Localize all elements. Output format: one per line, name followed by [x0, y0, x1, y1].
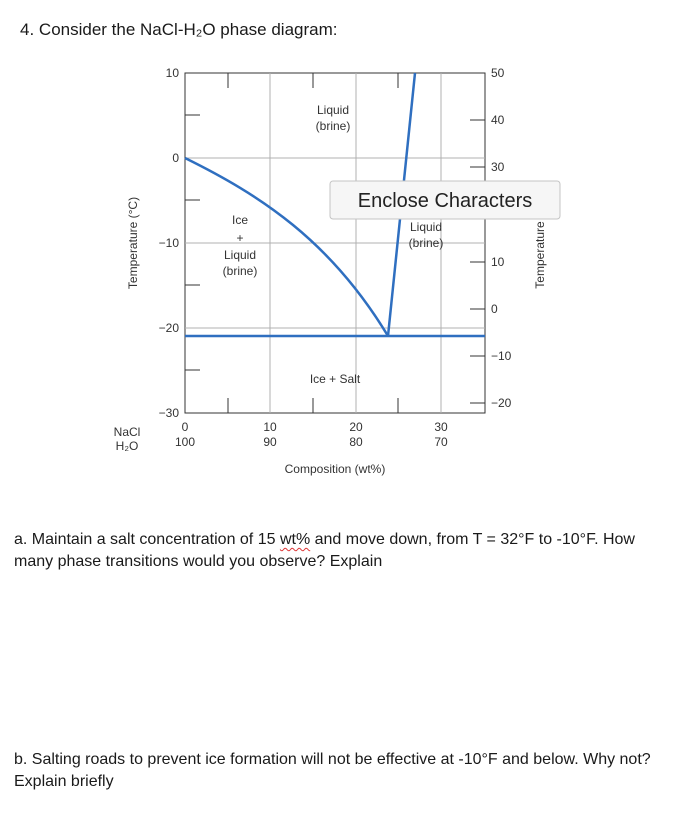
part-a-question — [14, 529, 664, 573]
h2o-tick-100: 100 — [174, 435, 196, 449]
left-tick-minus20: −20 — [158, 321, 179, 335]
ice-liquid-label-2: + — [236, 231, 244, 245]
left-tick-minus30: −30 — [158, 406, 179, 420]
right-tick-0: 0 — [491, 302, 498, 316]
h2o-row-label: H₂O — [115, 439, 139, 453]
right-tick-minus10: −10 — [491, 349, 512, 363]
ice-liquid-label-3: Liquid — [223, 248, 257, 262]
nacl-tick-30: 30 — [434, 420, 448, 434]
liquid-region-label: Liquid — [316, 103, 350, 117]
h2o-tick-80: 80 — [349, 435, 363, 449]
nacl-row-label: NaCl — [113, 425, 141, 439]
right-axis-title: Temperature — [533, 221, 547, 289]
part-b-question: b. Salting roads to prevent ice formation will not be effective at -10°F and below. Why not? Explain briefly — [14, 751, 651, 790]
salt-liquid-label-2: (brine) — [408, 236, 444, 250]
right-tick-marks — [470, 73, 485, 403]
nacl-tick-0: 0 — [181, 420, 189, 434]
ice-salt-label: Ice + Salt — [309, 372, 361, 386]
h2o-tick-90: 90 — [263, 435, 277, 449]
part-a-text-1: a. Maintain a salt concentration of 15 — [14, 531, 280, 548]
right-tick-40: 40 — [491, 113, 505, 127]
ice-liquid-label-4: (brine) — [222, 264, 258, 278]
left-axis-title: Temperature (°C) — [126, 196, 140, 290]
left-tick-10: 10 — [165, 66, 179, 80]
part-a-misspelled-word[interactable]: wt% — [279, 531, 311, 548]
left-tick-minus10: −10 — [158, 236, 179, 250]
right-tick-50: 50 — [491, 66, 505, 80]
nacl-tick-20: 20 — [349, 420, 363, 434]
question-number: 4. — [20, 20, 35, 39]
right-tick-minus20: −20 — [491, 396, 512, 410]
right-tick-30: 30 — [491, 160, 505, 174]
tooltip-text: Enclose Characters — [357, 190, 533, 212]
nacl-tick-10: 10 — [263, 420, 277, 434]
ice-liquid-label-1: Ice — [231, 213, 249, 227]
x-axis-title: Composition (wt%) — [284, 462, 386, 476]
liquid-region-sublabel: (brine) — [315, 119, 351, 133]
left-tick-0: 0 — [172, 151, 179, 165]
h2o-tick-70: 70 — [434, 435, 448, 449]
part-a-text-2: and move down, from T = 32°F to -10°F. How many phase transitions would you observe? Explain — [14, 531, 635, 570]
enclose-characters-tooltip[interactable] — [330, 181, 560, 219]
right-tick-10: 10 — [491, 255, 505, 269]
salt-liquid-label-1: Liquid — [409, 220, 443, 234]
question-title-text: Consider the NaCl-H₂O phase diagram: — [38, 20, 338, 39]
